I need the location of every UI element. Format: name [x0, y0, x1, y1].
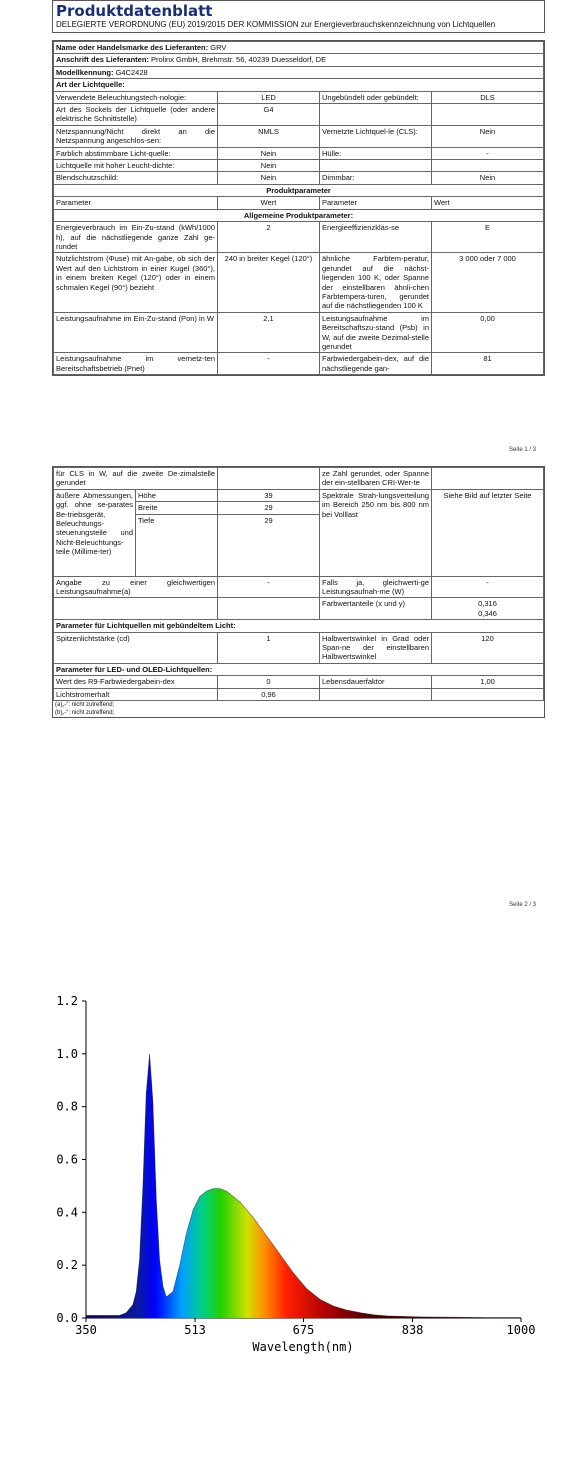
page-number-1: Seite 1 / 3	[509, 447, 537, 453]
y-tick-label: 1.2	[56, 994, 78, 1008]
value-cell: NMLS	[218, 125, 320, 147]
section-directional: Parameter für Lichtquellen mit gebündeltem Licht:	[54, 620, 544, 632]
x-tick-label: 513	[184, 1323, 206, 1337]
parameter-cell: Lichtstromerhalt	[54, 688, 218, 700]
footnote-a: (a)„-“: nicht zutreffend;	[55, 702, 115, 709]
table-row	[54, 160, 544, 172]
page-2-table: für CLS in W, auf die zweite De-zimalstelle gerundet ze Zahl gerundet, oder Spanne der ein-stellbaren CRI-Wer-te äußere Abmessungen, ggf. ohne se-parates Be-triebsgerät, Beleuchtungs-steuerungsteile und Nicht-Beleuchtungs-teile (Millime-ter) Höhe 39 Spektrale Strah-lungsverteilung im Bereich 250 nm bis 800 nm bei Volllast Siehe Bild auf letzter Seite Breite 29 Tiefe 29 Angabe zu einer gleichwertigen Leistungsaufnahme(a) - Falls ja, gleichwerti-ge Leistungsaufnah-me (W) - Farbwertanteile (x und y) 0,316 0,346 Parameter für Lichtquellen mit gebündeltem Licht: Spitzenlichtstärke (cd) 1 Halbwertswinkel in Grad oder Span-ne der einstellbaren Halbwertswinkel 120 Parameter für LED- und OLED-Lichtquellen: Wert des R9-Farbwiedergabein-dex 0 Lebensdauerfaktor 1,00 Lichtstromerhalt 0,96 (a)„-“: nicht zutreffend; (b)„-“: nicht zutreffend;	[52, 466, 545, 718]
footnote-b: (b)„-“: nicht zutreffend;	[55, 710, 115, 717]
value-cell: 0	[218, 676, 320, 688]
value-cell	[218, 598, 320, 620]
parameter-cell	[320, 688, 432, 700]
parameter-cell: Verwendete Beleuchtungstech-nologie:	[54, 91, 218, 103]
spectrum-area	[86, 1054, 521, 1318]
table-row: für CLS in W, auf die zweite De-zimalstelle gerundet ze Zahl gerundet, oder Spanne der ein-stellbaren CRI-Wer-te	[54, 468, 544, 490]
parameter-cell: Energieeffizienzklas-se	[320, 222, 432, 253]
parameter-cell: Lebensdauerfaktor	[320, 676, 432, 688]
spectrum-chart	[0, 985, 588, 1355]
parameter-cell: Energieverbrauch im Ein-Zu-stand (kWh/1000 h), auf die nächstliegende ganze Zahl ge-rundet	[54, 222, 218, 253]
parameter-cell: Leistungsaufnahme im vernetz-ten Bereitschaftsbetrieb (Pnet)	[54, 353, 218, 375]
table-row	[54, 576, 544, 598]
table-row	[54, 147, 544, 159]
column-header-row: Parameter Wert Parameter Wert	[54, 197, 544, 209]
value-cell: Nein	[218, 172, 320, 184]
parameter-cell: Art des Sockels der Lichtquelle (oder andere elektrische Schnittstelle)	[54, 104, 218, 126]
model-row: Modellkennung: G4C2428	[54, 66, 544, 78]
section-light-type: Art der Lichtquelle:	[54, 79, 544, 91]
parameter-cell: Dimmbar:	[320, 172, 432, 184]
parameter-cell: Lichtquelle mit hoher Leucht-dichte:	[54, 160, 218, 172]
parameter-cell: Ungebündelt oder gebündelt:	[320, 91, 432, 103]
sheet-header	[52, 0, 545, 33]
x-axis-label: Wavelength(nm)	[252, 1340, 354, 1354]
value-cell: Nein	[432, 125, 544, 147]
parameter-cell: Blendschutzschild:	[54, 172, 218, 184]
parameter-cell	[320, 160, 432, 172]
section-product-parameters: Produktparameter	[54, 184, 544, 196]
page-title: Produktdatenblatt	[56, 2, 213, 20]
table-row	[54, 353, 544, 375]
table-row	[54, 104, 544, 126]
table-row	[54, 253, 544, 312]
parameter-cell: Farbwertanteile (x und y)	[320, 598, 432, 620]
parameter-cell	[54, 598, 218, 620]
chart-plot-area	[86, 1054, 521, 1318]
table-row	[54, 312, 544, 353]
table-row	[54, 598, 544, 620]
table-row	[54, 125, 544, 147]
value-cell: 240 in breiter Kegel (120°)	[218, 253, 320, 312]
supplier-name-row: Name oder Handelsmarke des Lieferanten: GRV	[54, 42, 544, 54]
value-cell: 0,00	[432, 312, 544, 353]
value-cell: -	[218, 576, 320, 598]
value-cell: E	[432, 222, 544, 253]
value-cell: Nein	[218, 147, 320, 159]
regulation-subtitle: DELEGIERTE VERORDNUNG (EU) 2019/2015 DER KOMMISSION zur Energieverbrauchskennzeichnung von Lichtquellen	[53, 20, 544, 33]
value-cell: 3 000 oder 7 000	[432, 253, 544, 312]
value-cell: -	[432, 576, 544, 598]
value-cell	[432, 688, 544, 700]
parameter-cell: ähnliche Farbtem-peratur, gerundet auf die nächst-liegenden 100 K, oder Spanne der einstellbaren ähnli-chen Farbtempera-turen, gerundet auf die nächstliegenden 100 K	[320, 253, 432, 312]
page-number-2: Seite 2 / 3	[509, 902, 537, 908]
parameter-cell: Hülle:	[320, 147, 432, 159]
value-cell: DLS	[432, 91, 544, 103]
value-cell: 81	[432, 353, 544, 375]
parameter-cell: Falls ja, gleichwerti-ge Leistungsaufnah-me (W)	[320, 576, 432, 598]
x-tick-label: 838	[401, 1323, 424, 1337]
value-cell: G4	[218, 104, 320, 126]
parameter-cell: Vernetzte Lichtquel-le (CLS):	[320, 125, 432, 147]
parameter-cell: Angabe zu einer gleichwertigen Leistungsaufnahme(a)	[54, 576, 218, 598]
parameter-cell: Leistungsaufnahme im Bereitschaftszu-stand (Psb) in W, auf die zweite Dezimal-stelle gerundet	[320, 312, 432, 353]
parameter-cell: Farbwiedergabein-dex, auf die nächstliegende gan-	[320, 353, 432, 375]
supplier-address-row: Anschrift des Lieferanten: Prolinx GmbH, Brehmstr. 56, 40239 Duesseldorf, DE	[54, 54, 544, 66]
y-tick-label: 1.0	[56, 1046, 78, 1061]
value-cell: 2,1	[218, 312, 320, 353]
value-cell: -	[432, 147, 544, 159]
value-cell: Nein	[218, 160, 320, 172]
page-1-table	[52, 40, 545, 376]
parameter-cell	[320, 104, 432, 126]
value-cell: 1,00	[432, 676, 544, 688]
y-tick-label: 0.0	[56, 1311, 78, 1325]
table-row	[54, 172, 544, 184]
value-cell: 0,316 0,346	[432, 598, 544, 620]
table-row	[54, 222, 544, 253]
y-tick-label: 0.6	[56, 1152, 78, 1167]
table-row: Spitzenlichtstärke (cd) 1 Halbwertswinkel in Grad oder Span-ne der einstellbaren Halbwertswinkel 120	[54, 632, 544, 663]
parameter-cell: Leistungsaufnahme im Ein-Zu-stand (Pon) in W	[54, 312, 218, 353]
value-cell: LED	[218, 91, 320, 103]
table-row	[54, 688, 544, 700]
value-cell	[432, 104, 544, 126]
section-general-parameters: Allgemeine Produktparameter:	[54, 209, 544, 221]
value-cell: 0,96	[218, 688, 320, 700]
value-cell: 2	[218, 222, 320, 253]
x-tick-label: 350	[75, 1323, 97, 1337]
y-tick-label: 0.4	[56, 1205, 78, 1220]
x-tick-label: 1000	[506, 1323, 536, 1337]
dimensions-row: äußere Abmessungen, ggf. ohne se-parates Be-triebsgerät, Beleuchtungs-steuerungsteile und Nicht-Beleuchtungs-teile (Millime-ter) Höhe 39 Spektrale Strah-lungsverteilung im Bereich 250 nm bis 800 nm bei Volllast Siehe Bild auf letzter Seite	[54, 489, 544, 501]
x-tick-label: 675	[292, 1323, 315, 1337]
y-tick-label: 0.2	[56, 1258, 78, 1273]
y-tick-label: 0.8	[56, 1099, 78, 1114]
value-cell: Nein	[432, 172, 544, 184]
parameter-cell: Farblich abstimmbare Licht-quelle:	[54, 147, 218, 159]
table-row	[54, 676, 544, 688]
parameter-cell: Wert des R9-Farbwiedergabein-dex	[54, 676, 218, 688]
table-row	[54, 91, 544, 103]
value-cell: -	[218, 353, 320, 375]
section-led: Parameter für LED- und OLED-Lichtquellen:	[54, 663, 544, 675]
parameter-cell: Nutzlichtstrom (Φuse) mit An-gabe, ob sich der Wert auf den Lichtstrom in einer Kugel (360°), in einem breiten Kegel (120°) oder in einem schmalen Kegel (90°) bezieht	[54, 253, 218, 312]
parameter-cell: Netzspannung/Nicht direkt an die Netzspannung angeschlos-sen:	[54, 125, 218, 147]
value-cell	[432, 160, 544, 172]
